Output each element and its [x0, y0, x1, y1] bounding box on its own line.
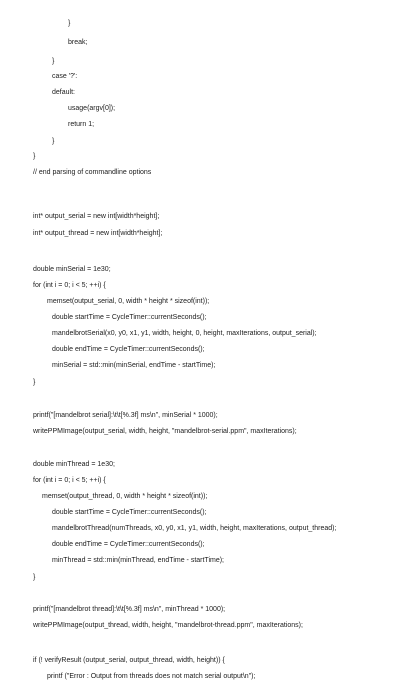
- code-line: for (int i = 0; i < 5; ++i) {: [33, 282, 106, 289]
- code-line: int* output_serial = new int[width*height];: [33, 213, 160, 220]
- code-line: }: [33, 153, 36, 160]
- code-line: }: [52, 138, 55, 145]
- code-line: minSerial = std::min(minSerial, endTime - startTime);: [52, 362, 216, 369]
- code-line: printf("[mandelbrot serial]:\t\t[%.3f] ms\n", minSerial * 1000);: [33, 412, 218, 419]
- code-line: memset(output_serial, 0, width * height * sizeof(int));: [47, 298, 210, 305]
- code-line: for (int i = 0; i < 5; ++i) {: [33, 477, 106, 484]
- code-line: double endTime = CycleTimer::currentSeconds();: [52, 346, 205, 353]
- code-line: case '?':: [52, 73, 78, 80]
- code-line: default:: [52, 89, 75, 96]
- code-line: memset(output_thread, 0, width * height * sizeof(int));: [42, 493, 208, 500]
- code-line: break;: [68, 39, 88, 46]
- code-line: mandelbrotThread(numThreads, x0, y0, x1, y1, width, height, maxIterations, output_thread);: [52, 525, 337, 532]
- code-line: writePPMImage(output_serial, width, height, "mandelbrot-serial.ppm", maxIterations);: [33, 428, 297, 435]
- code-line: int* output_thread = new int[width*height];: [33, 230, 163, 237]
- code-line: }: [68, 20, 71, 27]
- code-line: // end parsing of commandline options: [33, 169, 152, 176]
- code-line: mandelbrotSerial(x0, y0, x1, y1, width, height, 0, height, maxIterations, output_serial);: [52, 330, 317, 337]
- code-line: usage(argv[0]);: [68, 105, 116, 112]
- code-line: if (! verifyResult (output_serial, output_thread, width, height)) {: [33, 657, 225, 664]
- code-line: double minThread = 1e30;: [33, 461, 115, 468]
- code-line: double minSerial = 1e30;: [33, 266, 111, 273]
- code-line: printf ("Error : Output from threads does not match serial output\n");: [47, 673, 256, 680]
- code-line: double endTime = CycleTimer::currentSeconds();: [52, 541, 205, 548]
- code-line: double startTime = CycleTimer::currentSeconds();: [52, 314, 207, 321]
- code-line: minThread = std::min(minThread, endTime - startTime);: [52, 557, 225, 564]
- code-line: double startTime = CycleTimer::currentSeconds();: [52, 509, 207, 516]
- code-line: }: [52, 58, 55, 65]
- code-line: printf("[mandelbrot thread]:\t\t[%.3f] ms\n", minThread * 1000);: [33, 606, 226, 613]
- code-line: return 1;: [68, 121, 95, 128]
- code-line: }: [33, 574, 36, 581]
- code-line: }: [33, 379, 36, 386]
- code-line: writePPMImage(output_thread, width, height, "mandelbrot-thread.ppm", maxIterations);: [33, 622, 303, 629]
